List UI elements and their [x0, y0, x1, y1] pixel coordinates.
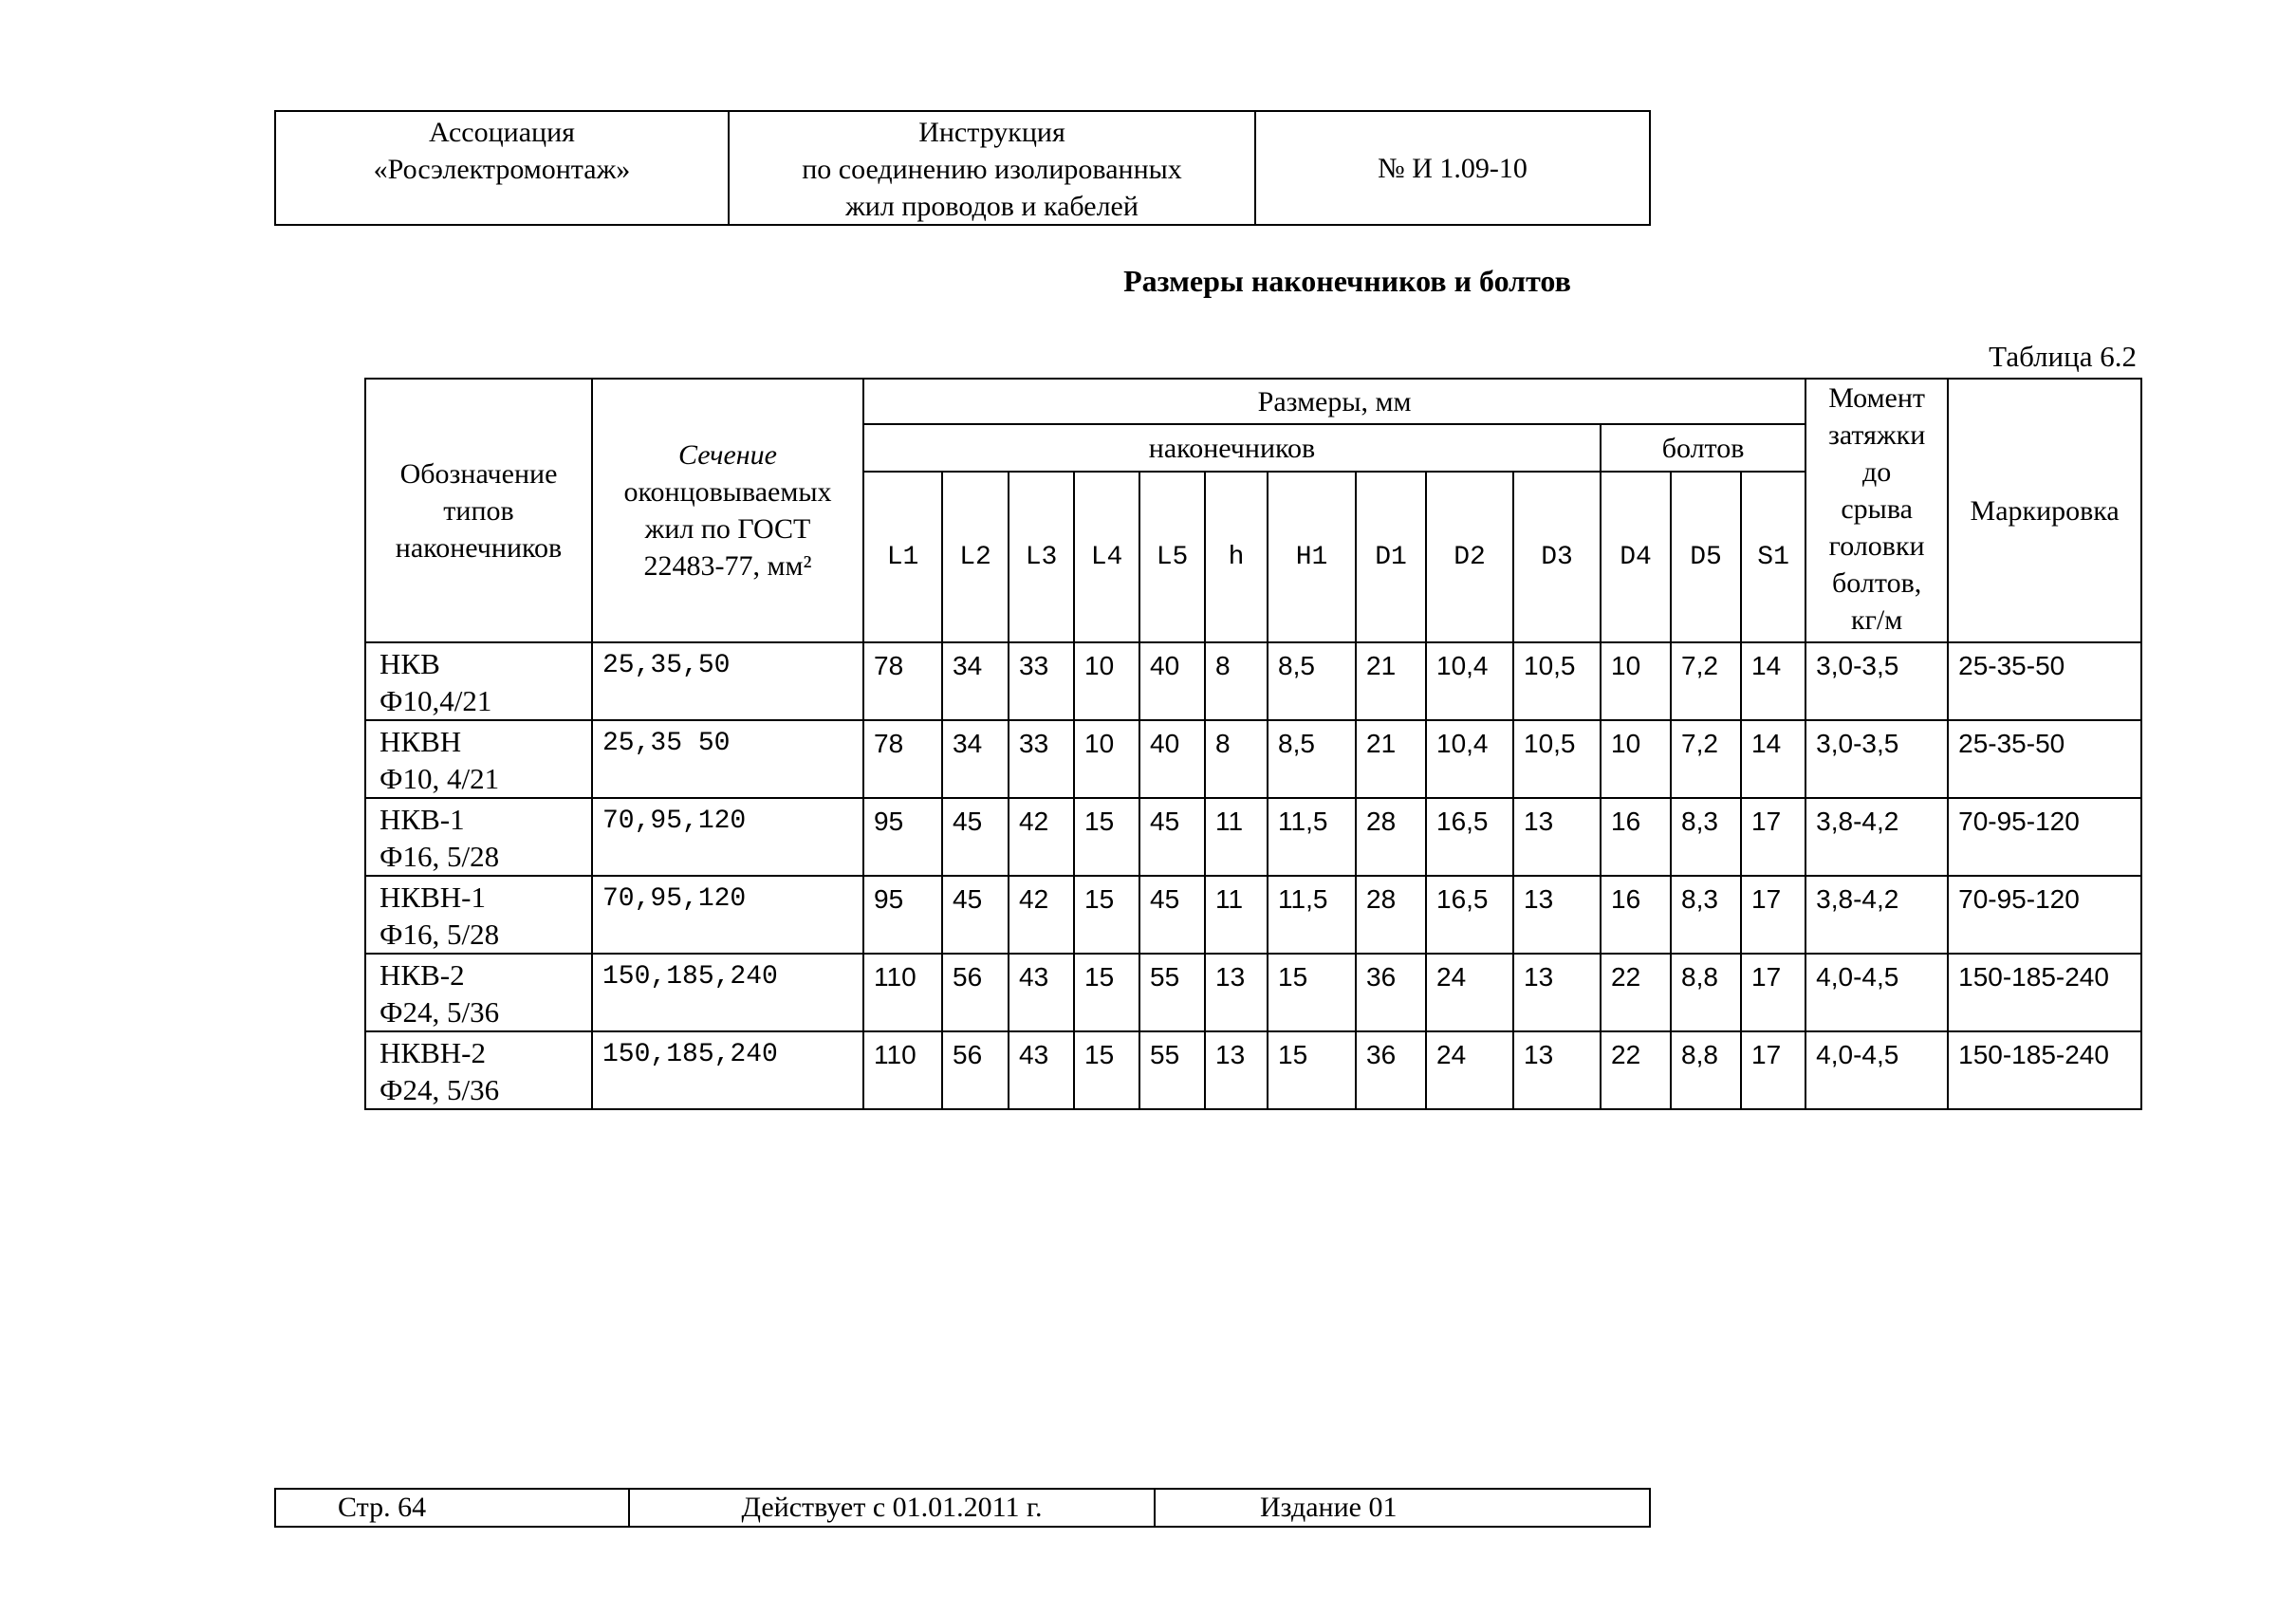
footer-edition: Издание 01	[1260, 1492, 1398, 1523]
document-footer	[274, 1488, 1651, 1528]
size-cell: 34	[942, 642, 1009, 720]
section-title: Размеры наконечников и болтов	[1123, 264, 1571, 298]
size-cell: 55	[1139, 954, 1205, 1031]
header-size-col: L4	[1074, 472, 1139, 642]
size-cell: 11,5	[1268, 798, 1356, 876]
size-cell: 95	[863, 876, 942, 954]
header-section-line: жил по ГОСТ	[644, 513, 811, 545]
header-torque-line: головки	[1828, 530, 1925, 562]
designation-line: НКВН	[380, 725, 462, 758]
size-cell: 110	[863, 954, 942, 1031]
size-cell: 17	[1741, 954, 1805, 1031]
sizes-table	[364, 378, 2142, 1110]
size-cell: 13	[1513, 876, 1601, 954]
size-cell: 15	[1074, 954, 1139, 1031]
header-size-col: H1	[1268, 472, 1356, 642]
size-cell: 95	[863, 798, 942, 876]
section-cell: 25,35,50	[592, 642, 863, 720]
size-cell: 42	[1009, 876, 1074, 954]
header-size-col: L2	[942, 472, 1009, 642]
size-cell: 10,4	[1426, 642, 1513, 720]
size-cell: 33	[1009, 720, 1074, 798]
size-cell: 45	[1139, 876, 1205, 954]
size-cell: 8,5	[1268, 642, 1356, 720]
table-row	[365, 720, 2141, 798]
size-cell: 43	[1009, 1031, 1074, 1109]
size-cell: 28	[1356, 798, 1426, 876]
header-torque-line: до	[1862, 456, 1892, 488]
header-size-col: L3	[1009, 472, 1074, 642]
organization-line-1: Ассоциация	[429, 117, 575, 148]
size-cell: 36	[1356, 1031, 1426, 1109]
size-cell: 45	[1139, 798, 1205, 876]
designation-line: Ф16, 5/28	[380, 840, 500, 873]
torque-cell: 4,0-4,5	[1805, 954, 1948, 1031]
torque-cell: 3,0-3,5	[1805, 642, 1948, 720]
header-section-line: Сечение	[678, 439, 777, 471]
designation-cell	[365, 876, 592, 954]
size-cell: 22	[1601, 954, 1671, 1031]
header-size-col: L5	[1139, 472, 1205, 642]
designation-line: НКВ-2	[380, 958, 465, 992]
section-cell: 25,35 50	[592, 720, 863, 798]
size-cell: 8,3	[1671, 876, 1741, 954]
size-cell: 8	[1205, 720, 1268, 798]
organization-line-2: «Росэлектромонтаж»	[373, 154, 631, 185]
section-cell: 70,95,120	[592, 798, 863, 876]
header-bolts-group: болтов	[1601, 424, 1805, 472]
torque-cell: 3,8-4,2	[1805, 876, 1948, 954]
size-cell: 10	[1074, 720, 1139, 798]
size-cell: 10	[1074, 642, 1139, 720]
designation-line: НКВ-1	[380, 803, 465, 836]
document-header	[274, 110, 1651, 226]
header-designation-line: Обозначение	[399, 457, 558, 490]
size-cell: 45	[942, 798, 1009, 876]
table-row	[365, 642, 2141, 720]
header-torque-line: болтов,	[1832, 567, 1922, 599]
torque-cell: 4,0-4,5	[1805, 1031, 1948, 1109]
section-cell: 70,95,120	[592, 876, 863, 954]
designation-cell	[365, 798, 592, 876]
size-cell: 10	[1601, 720, 1671, 798]
size-cell: 10	[1601, 642, 1671, 720]
section-cell: 150,185,240	[592, 954, 863, 1031]
designation-cell	[365, 642, 592, 720]
size-cell: 56	[942, 1031, 1009, 1109]
marking-cell: 25-35-50	[1948, 642, 2141, 720]
header-torque-line: срыва	[1841, 493, 1913, 525]
torque-cell: 3,8-4,2	[1805, 798, 1948, 876]
footer-page: Стр. 64	[276, 1490, 630, 1526]
designation-cell	[365, 1031, 592, 1109]
size-cell: 15	[1074, 876, 1139, 954]
document-number: № И 1.09-10	[1378, 152, 1528, 184]
designation-line: Ф10,4/21	[380, 684, 492, 717]
designation-line: НКВН-2	[380, 1036, 486, 1069]
size-cell: 14	[1741, 642, 1805, 720]
size-cell: 21	[1356, 720, 1426, 798]
size-cell: 11	[1205, 798, 1268, 876]
size-cell: 8,5	[1268, 720, 1356, 798]
size-cell: 40	[1139, 720, 1205, 798]
size-cell: 16,5	[1426, 798, 1513, 876]
header-torque	[1805, 379, 1948, 642]
size-cell: 7,2	[1671, 720, 1741, 798]
size-cell: 22	[1601, 1031, 1671, 1109]
document-name-cell	[730, 112, 1256, 224]
size-cell: 56	[942, 954, 1009, 1031]
header-size-col: S1	[1741, 472, 1805, 642]
size-cell: 24	[1426, 1031, 1513, 1109]
size-cell: 8,8	[1671, 1031, 1741, 1109]
header-size-col: L1	[863, 472, 942, 642]
size-cell: 78	[863, 720, 942, 798]
designation-cell	[365, 954, 592, 1031]
section-cell: 150,185,240	[592, 1031, 863, 1109]
size-cell: 15	[1074, 798, 1139, 876]
designation-cell	[365, 720, 592, 798]
size-cell: 16	[1601, 876, 1671, 954]
size-cell: 40	[1139, 642, 1205, 720]
table-label: Таблица 6.2	[1989, 340, 2137, 373]
table-row	[365, 954, 2141, 1031]
size-cell: 34	[942, 720, 1009, 798]
size-cell: 10,4	[1426, 720, 1513, 798]
designation-line: НКВ	[380, 647, 440, 680]
header-tips-group: наконечников	[863, 424, 1601, 472]
size-cell: 21	[1356, 642, 1426, 720]
marking-cell: 25-35-50	[1948, 720, 2141, 798]
size-cell: 11,5	[1268, 876, 1356, 954]
torque-cell: 3,0-3,5	[1805, 720, 1948, 798]
header-torque-line: кг/м	[1851, 604, 1903, 636]
footer-effective-date: Действует с 01.01.2011 г.	[630, 1490, 1156, 1526]
size-cell: 10,5	[1513, 642, 1601, 720]
document-name-line-1: Инструкция	[918, 117, 1065, 148]
marking-cell: 70-95-120	[1948, 798, 2141, 876]
table-row	[365, 1031, 2141, 1109]
size-cell: 11	[1205, 876, 1268, 954]
size-cell: 17	[1741, 798, 1805, 876]
size-cell: 17	[1741, 1031, 1805, 1109]
header-size-col: D5	[1671, 472, 1741, 642]
size-cell: 15	[1268, 1031, 1356, 1109]
header-torque-line: затяжки	[1828, 419, 1926, 451]
size-cell: 43	[1009, 954, 1074, 1031]
size-cell: 13	[1205, 954, 1268, 1031]
organization-cell	[276, 112, 730, 224]
header-designation-line: наконечников	[395, 531, 563, 564]
document-name-line-2: по соединению изолированных	[802, 154, 1182, 185]
size-cell: 78	[863, 642, 942, 720]
header-section-line: оконцовываемых	[623, 476, 832, 508]
header-torque-line: Момент	[1828, 382, 1926, 414]
table-row	[365, 876, 2141, 954]
size-cell: 10,5	[1513, 720, 1601, 798]
document-number-cell	[1256, 112, 1649, 224]
size-cell: 13	[1205, 1031, 1268, 1109]
header-sizes-group: Размеры, мм	[863, 379, 1805, 424]
table-row	[365, 798, 2141, 876]
size-cell: 13	[1513, 954, 1601, 1031]
size-cell: 14	[1741, 720, 1805, 798]
header-size-col: D4	[1601, 472, 1671, 642]
size-cell: 17	[1741, 876, 1805, 954]
header-designation	[365, 379, 592, 642]
size-cell: 16,5	[1426, 876, 1513, 954]
designation-line: НКВН-1	[380, 881, 486, 914]
size-cell: 7,2	[1671, 642, 1741, 720]
size-cell: 42	[1009, 798, 1074, 876]
header-section	[592, 379, 863, 642]
size-cell: 110	[863, 1031, 942, 1109]
size-cell: 8,3	[1671, 798, 1741, 876]
size-cell: 45	[942, 876, 1009, 954]
header-size-col: D2	[1426, 472, 1513, 642]
header-size-col: D3	[1513, 472, 1601, 642]
size-cell: 15	[1268, 954, 1356, 1031]
size-cell: 8,8	[1671, 954, 1741, 1031]
header-marking: Маркировка	[1948, 379, 2141, 642]
size-cell: 33	[1009, 642, 1074, 720]
designation-line: Ф16, 5/28	[380, 918, 500, 951]
size-cell: 8	[1205, 642, 1268, 720]
marking-cell: 150-185-240	[1948, 954, 2141, 1031]
document-name-line-3: жил проводов и кабелей	[845, 191, 1139, 222]
marking-cell: 70-95-120	[1948, 876, 2141, 954]
size-cell: 13	[1513, 798, 1601, 876]
designation-line: Ф24, 5/36	[380, 1073, 500, 1106]
size-cell: 55	[1139, 1031, 1205, 1109]
header-size-col: h	[1205, 472, 1268, 642]
size-cell: 28	[1356, 876, 1426, 954]
size-cell: 36	[1356, 954, 1426, 1031]
marking-cell: 150-185-240	[1948, 1031, 2141, 1109]
size-cell: 16	[1601, 798, 1671, 876]
designation-line: Ф10, 4/21	[380, 762, 500, 795]
size-cell: 13	[1513, 1031, 1601, 1109]
size-cell: 15	[1074, 1031, 1139, 1109]
size-cell: 24	[1426, 954, 1513, 1031]
header-section-line: 22483-77, мм²	[643, 550, 812, 582]
header-designation-line: типов	[443, 494, 514, 527]
header-size-col: D1	[1356, 472, 1426, 642]
designation-line: Ф24, 5/36	[380, 995, 500, 1029]
